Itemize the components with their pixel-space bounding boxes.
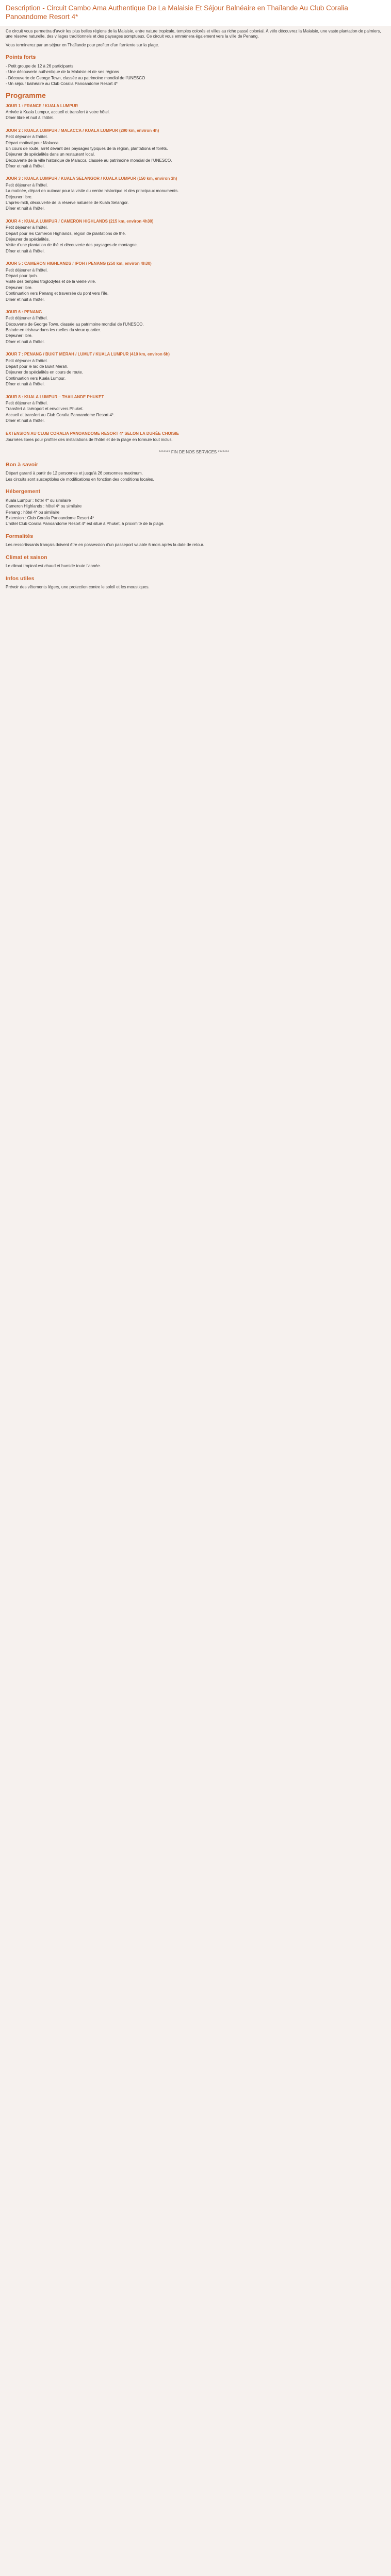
formalites-text: Les ressortissants français doivent être en possession d’un passeport valable 6 mois après la date de retour. [6,543,204,548]
extension-block [6,431,382,443]
day-line: Dîner libre et nuit à l’hôtel. [6,115,54,121]
hotel-line: Cameron Highlands : hôtel 4* ou similaire [6,504,82,509]
hotel-line: Kuala Lumpur : hôtel 4* ou similaire [6,498,71,503]
day-block [6,176,382,211]
day-title: JOUR 7 : PENANG / BUKIT MERAH / LUMUT / KUALA LUMPUR (410 km, environ 6h) [6,352,170,357]
day-line: Dîner et nuit à l’hôtel. [6,382,45,387]
day-block [6,352,382,387]
day-line: Petit déjeuner à l’hôtel. [6,358,48,363]
hotel-line: Penang : hôtel 4* ou similaire [6,510,60,515]
point-item: - Une découverte authentique de la Malaisie et de ses régions [6,70,119,75]
day-line: En cours de route, arrêt devant des paysages typiques de la région, plantations et forêts. [6,146,168,151]
extension-title: EXTENSION AU CLUB CORALIA PANOANDOME RESORT 4* SELON LA DURÉE CHOISIE [6,431,179,436]
day-title: JOUR 2 : KUALA LUMPUR / MALACCA / KUALA LUMPUR (290 km, environ 4h) [6,128,159,133]
day-block [6,261,382,302]
intro-continued: Vous terminerez par un séjour en Thaïlande pour profiter d’un farniente sur la plage. [6,42,159,47]
day-line: La matinée, départ en autocar pour la visite du centre historique et des principaux monuments. [6,189,179,194]
day-line: Déjeuner libre. [6,285,33,290]
day-line: Déjeuner de spécialités en cours de route. [6,370,83,375]
day-line: Continuation vers Penang et traversée du pont vers l’île. [6,291,109,296]
day-line: Déjeuner libre. [6,333,33,338]
day-line: Déjeuner de spécialités. [6,236,50,242]
day-line: Départ pour les Cameron Highlands, région de plantations de thé. [6,231,126,236]
climat-heading: Climat et saison [6,554,47,561]
day-line: Découverte de la ville historique de Malacca, classée au patrimoine mondial de l’UNESCO. [6,158,172,163]
day-line: Départ pour Ipoh. [6,273,38,278]
day-title: JOUR 6 : PENANG [6,309,42,314]
bon-a-savoir-heading: Bon à savoir [6,461,39,468]
end-of-services: ******* FIN DE NOS SERVICES ******* [158,450,230,455]
day-line: Petit déjeuner à l’hôtel. [6,400,48,405]
day-line: Départ matinal pour Malacca. [6,140,60,145]
day-line: Découverte de George Town, classée au patrimoine mondial de l’UNESCO. [6,321,144,327]
day-line: Dîner et nuit à l’hôtel. [6,339,45,344]
day-line: Petit déjeuner à l’hôtel. [6,225,48,230]
day-line: Petit déjeuner à l’hôtel. [6,316,48,321]
day-line: Dîner et nuit à l’hôtel. [6,206,45,211]
day-line: Arrivée à Kuala Lumpur, accueil et transfert à votre hôtel. [6,109,110,114]
day-line: Déjeuner libre. [6,194,33,199]
description-content [6,29,382,594]
day-block [6,310,382,345]
extension-text: Journées libres pour profiter des installations de l’hôtel et de la plage en formule tout inclus. [6,437,173,442]
hebergement-heading: Hébergement [6,488,41,495]
day-title: JOUR 1 : FRANCE / KUALA LUMPUR [6,103,78,108]
day-line: Accueil et transfert au Club Coralia Panoandome Resort 4*. [6,412,115,417]
day-line: L’après-midi, découverte de la réserve naturelle de Kuala Selangor. [6,200,129,206]
day-block [6,395,382,424]
hotel-note: L’hôtel Club Coralia Panoandome Resort 4* est situé à Phuket, à proximité de la plage. [6,521,165,527]
infos-heading: Infos utiles [6,575,35,582]
day-line: Continuation vers Kuala Lumpur. [6,376,66,381]
day-title: JOUR 8 : KUALA LUMPUR – THAILANDE PHUKET [6,394,104,399]
programme-heading: Programme [6,91,46,100]
points-forts-list [6,64,382,87]
day-title: JOUR 5 : CAMERON HIGHLANDS / IPOH / PENANG (250 km, environ 4h30) [6,261,152,266]
formalites-heading: Formalités [6,533,34,539]
info-line: Départ garanti à partir de 12 personnes et jusqu’à 26 personnes maximum. [6,471,143,476]
day-line: Dîner et nuit à l’hôtel. [6,248,45,253]
day-line: Dîner et nuit à l’hôtel. [6,297,45,302]
day-line: Petit déjeuner à l’hôtel. [6,182,48,188]
header [0,0,391,26]
day-line: Petit déjeuner à l’hôtel. [6,134,48,140]
day-line: Visite des temples troglodytes et de la vieille ville. [6,279,96,284]
day-line: Transfert à l’aéroport et envol vers Phuket. [6,406,84,412]
day-line: Dîner et nuit à l’hôtel. [6,164,45,169]
day-title: JOUR 4 : KUALA LUMPUR / CAMERON HIGHLANDS (215 km, environ 4h30) [6,218,154,224]
day-title: JOUR 3 : KUALA LUMPUR / KUALA SELANGOR / KUALA LUMPUR (150 km, environ 3h) [6,176,177,181]
infos-text: Prévoir des vêtements légers, une protection contre le soleil et les moustiques. [6,585,150,590]
point-item: - Petit groupe de 12 à 26 participants [6,63,74,69]
climat-text: Le climat tropical est chaud et humide toute l’année. [6,564,101,569]
points-forts-heading: Points forts [6,54,36,61]
day-line: Petit déjeuner à l’hôtel. [6,267,48,273]
intro-text: Ce circuit vous permettra d’avoir les plus belles régions de la Malaisie, entre nature tropicale, temples colorés et villes au riche passé colonial. À vélo découvrez la Malaisie, une vaste plantation de palmiers, une réserve naturelle, des villages traditionnels et des paysages somptueux. Ce circuit vous emmènera également vers la ville de Penang. [6,29,381,39]
programme-days [6,104,382,424]
day-line: Dîner et nuit à l’hôtel. [6,418,45,423]
info-line: Les circuits sont susceptibles de modifications en fonction des conditions locales. [6,477,154,482]
day-line: Visite d’une plantation de thé et découverte des paysages de montagne. [6,243,138,248]
page-title: Description - Circuit Cambo Ama Authentique De La Malaisie Et Séjour Balnéaire en Thaïlande Au Club Coralia Panoandome Resort 4* [6,4,348,21]
day-block [6,128,382,170]
day-line: Départ pour le lac de Bukit Merah. [6,364,69,369]
point-item: - Un séjour balnéaire au Club Coralia Panoandome Resort 4* [6,81,118,86]
day-line: Balade en trishaw dans les ruelles du vieux quartier. [6,328,101,333]
point-item: - Découverte de George Town, classée au patrimoine mondial de l’UNESCO [6,75,145,80]
hotel-line: Extension : Club Coralia Panoandome Resort 4* [6,515,94,520]
day-line: Déjeuner de spécialités dans un restaurant local. [6,152,95,157]
day-block [6,219,382,254]
day-block [6,104,382,121]
